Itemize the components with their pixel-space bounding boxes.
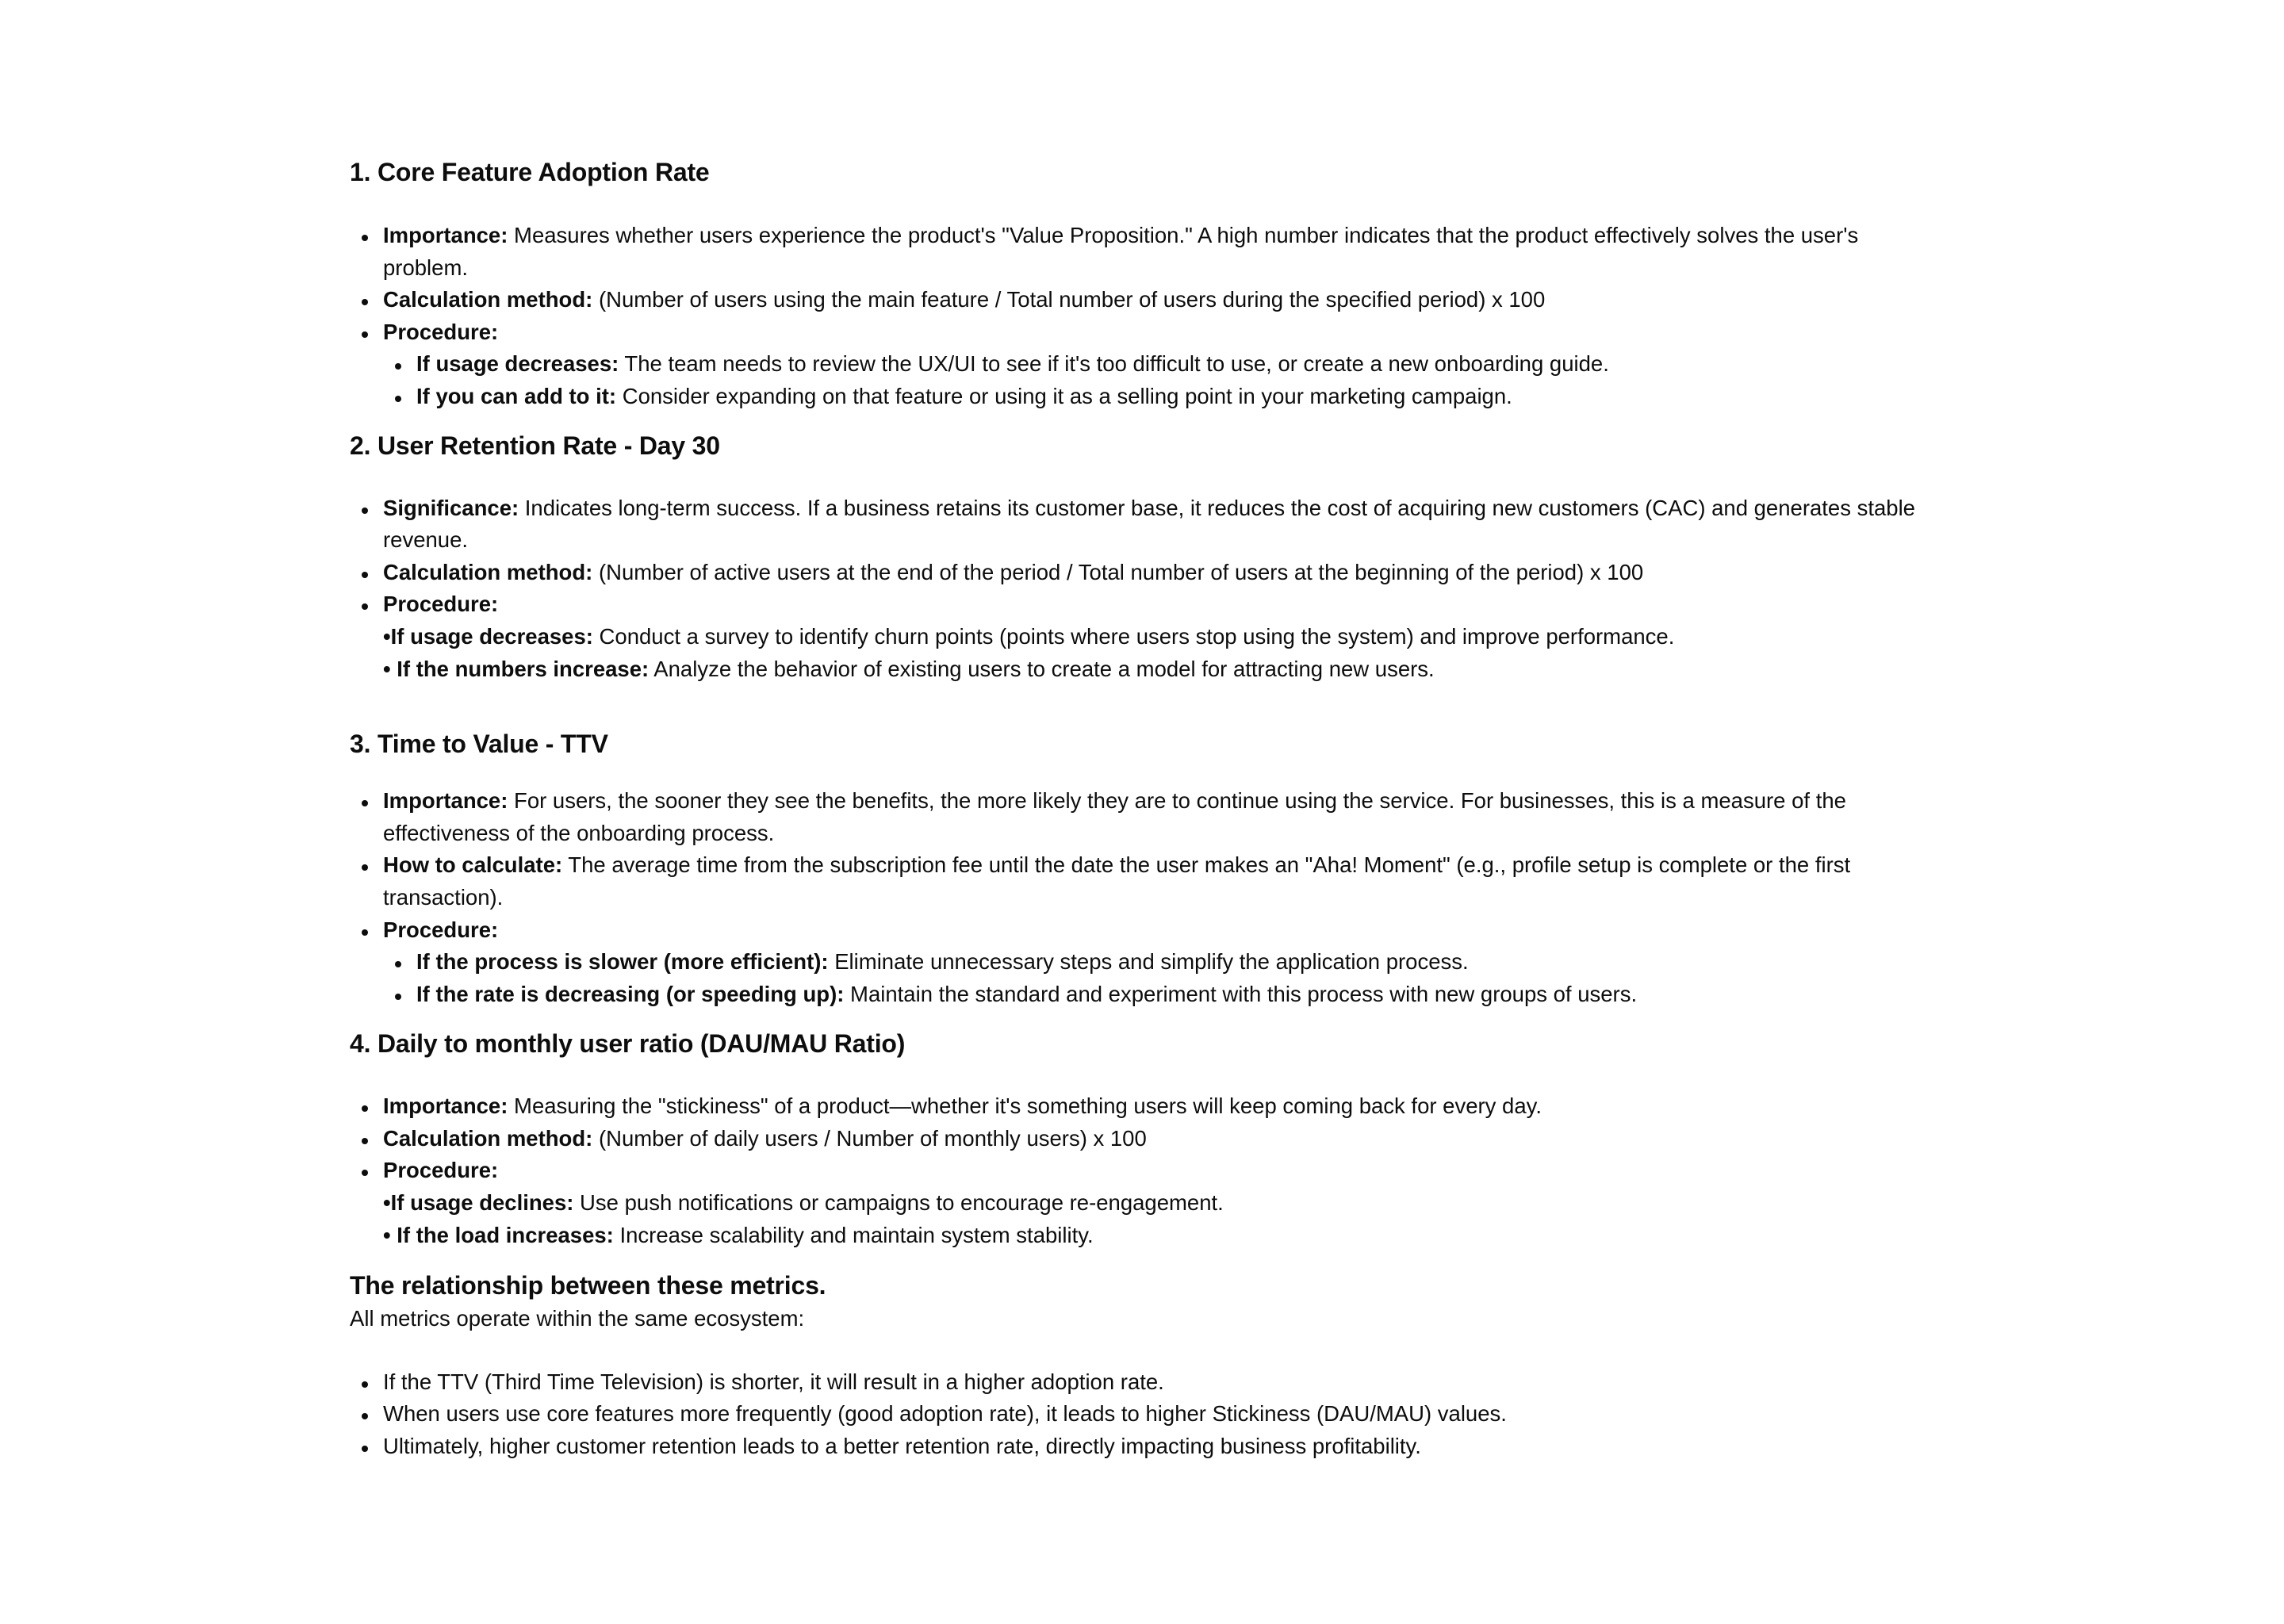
bullet-list — [350, 785, 1944, 1010]
bullet-glyph: • — [383, 1222, 397, 1247]
list-item-importance — [350, 1090, 1944, 1123]
document — [350, 156, 1944, 1463]
sub-item — [383, 348, 1944, 381]
section-relationship — [350, 1270, 1944, 1462]
sub-item-label: If usage decreases: — [416, 351, 619, 377]
section-time-to-value — [350, 728, 1944, 1010]
sub-item — [383, 946, 1944, 979]
item-text: The average time from the subscription fee until the date the user makes an "Aha! Moment" (e.g., profile setup is complete or the first transaction). — [383, 852, 1851, 910]
list-item-significance — [350, 492, 1944, 557]
item-label: Importance: — [383, 223, 508, 247]
sub-item-label: If the process is slower (more efficient): — [416, 949, 829, 975]
section-title: 1. Core Feature Adoption Rate — [350, 158, 710, 186]
sub-item-label: If the load increases: — [397, 1222, 614, 1247]
item-text: (Number of daily users / Number of monthly users) x 100 — [592, 1125, 1147, 1151]
sub-item-text: Analyze the behavior of existing users to create a model for attracting new users. — [649, 656, 1435, 681]
sub-item-text: Conduct a survey to identify churn points (points where users stop using the system) and improve performance. — [592, 623, 1675, 649]
sub-item-text: Increase scalability and maintain system stability. — [613, 1222, 1094, 1247]
list-item-procedure — [350, 588, 1944, 685]
sub-list — [383, 348, 1944, 412]
sub-item-text: Use push notifications or campaigns to encourage re-engagement. — [573, 1190, 1224, 1216]
item-text: (Number of active users at the end of the period / Total number of users at the beginning of the period) x 100 — [592, 559, 1644, 584]
bullet-glyph: • — [383, 1190, 391, 1216]
item-label: Procedure: — [383, 1158, 499, 1183]
sub-item-label: If usage declines: — [390, 1190, 574, 1216]
section-title: 3. Time to Value - TTV — [350, 730, 608, 759]
list-item-calculation — [350, 1123, 1944, 1155]
item-text: For users, the sooner they see the benefits, the more likely they are to continue using the service. For businesses, this is a measure of the effectiveness of the onboarding process. — [383, 788, 1846, 845]
bullet-glyph: • — [383, 656, 397, 681]
list-item-procedure — [350, 1155, 1944, 1251]
sub-item-label: If usage decreases: — [390, 623, 593, 649]
list-item-procedure — [350, 316, 1944, 413]
item-label: Calculation method: — [383, 559, 593, 584]
list-item-how-to-calculate — [350, 849, 1944, 914]
section-title: 2. User Retention Rate - Day 30 — [350, 431, 720, 460]
item-label: Procedure: — [383, 917, 499, 942]
sub-item-text: The team needs to review the UX/UI to see if it's too difficult to use, or create a new onboarding guide. — [619, 351, 1609, 377]
sub-item — [383, 979, 1944, 1011]
section-user-retention — [350, 430, 1944, 686]
section-title: The relationship between these metrics. — [350, 1271, 826, 1300]
list-item-calculation — [350, 284, 1944, 316]
inline-sub-item — [383, 1220, 1944, 1252]
inline-sub-item — [383, 621, 1944, 653]
item-label: Importance: — [383, 1094, 508, 1119]
sub-item-label: If you can add to it: — [416, 383, 617, 408]
intro-paragraph: All metrics operate within the same ecosystem: — [350, 1306, 805, 1331]
sub-item-label: If the rate is decreasing (or speeding up): — [416, 981, 845, 1006]
item-label: Calculation method: — [383, 1125, 593, 1151]
list-item: Ultimately, higher customer retention leads to a better retention rate, directly impacting business profitability. — [350, 1431, 1944, 1463]
list-item-procedure — [350, 914, 1944, 1011]
sub-item-text: Maintain the standard and experiment with this process with new groups of users. — [844, 981, 1638, 1006]
sub-item-text: Consider expanding on that feature or using it as a selling point in your marketing campaign. — [616, 383, 1512, 408]
list-item-calculation — [350, 557, 1944, 589]
item-text: Measures whether users experience the product's "Value Proposition." A high number indicates that the product effectively solves the user's problem. — [383, 223, 1859, 280]
item-label: Calculation method: — [383, 287, 593, 312]
section-core-feature-adoption — [350, 156, 1944, 413]
bullet-glyph: • — [383, 623, 391, 649]
item-label: Significance: — [383, 495, 519, 520]
sub-list — [383, 946, 1944, 1010]
item-text: Indicates long-term success. If a business retains its customer base, it reduces the cost of acquiring new customers (CAC) and generates stable revenue. — [383, 495, 1915, 553]
bullet-list — [350, 492, 1944, 686]
inline-sub-item — [383, 1187, 1944, 1220]
section-title: 4. Daily to monthly user ratio (DAU/MAU Ratio) — [350, 1029, 906, 1059]
item-label: Importance: — [383, 788, 508, 814]
list-item-importance — [350, 220, 1944, 284]
sub-item-label: If the numbers increase: — [397, 656, 650, 681]
sub-item-text: Eliminate unnecessary steps and simplify the application process. — [828, 949, 1469, 975]
list-item: When users use core features more frequently (good adoption rate), it leads to higher Stickiness (DAU/MAU) values. — [350, 1398, 1944, 1431]
bullet-list — [350, 1366, 1944, 1463]
item-label: Procedure: — [383, 319, 499, 344]
bullet-list — [350, 1090, 1944, 1251]
item-text: (Number of users using the main feature / Total number of users during the specified period) x 100 — [592, 287, 1546, 312]
bullet-list — [350, 220, 1944, 413]
inline-sub-item — [383, 653, 1944, 686]
list-item: If the TTV (Third Time Television) is shorter, it will result in a higher adoption rate. — [350, 1366, 1944, 1399]
sub-item — [383, 381, 1944, 413]
item-text: Measuring the "stickiness" of a product—whether it's something users will keep coming back for every day. — [508, 1094, 1542, 1119]
section-dau-mau-ratio — [350, 1028, 1944, 1251]
item-label: How to calculate: — [383, 852, 563, 878]
item-label: Procedure: — [383, 592, 499, 617]
list-item-importance — [350, 785, 1944, 849]
